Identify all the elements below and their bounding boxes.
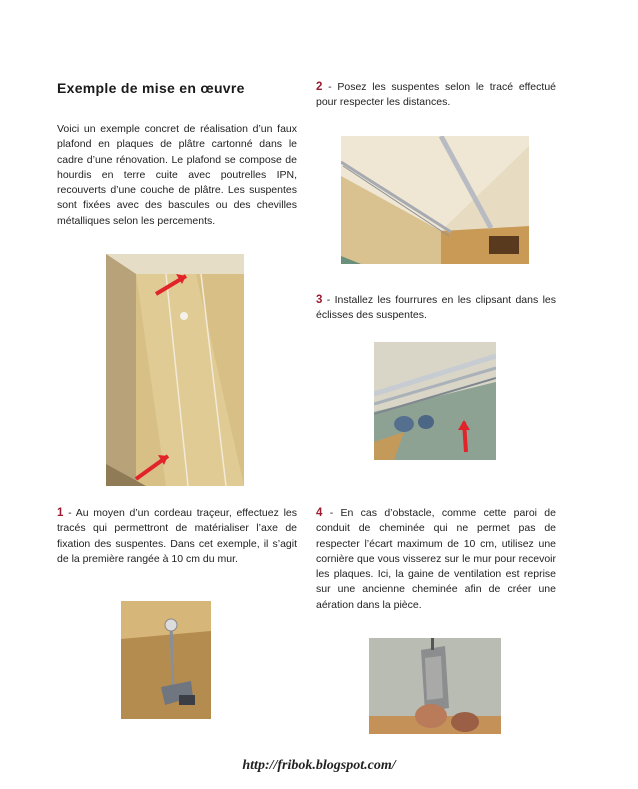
step-4 <box>316 506 556 613</box>
step-4-number: 4 <box>316 507 323 519</box>
step-4-text: - En cas d’obstacle, comme cette paroi de conduit de cheminée qui ne permet pas de respecter l’écart maximum de 10 cm, utilisez une cornière que vous visserez sur le mur pour recevoir les plaques. Ici, la gaine de ventilation est reprise sur une ancienne cheminée afin de créer une aération dans la pièce. <box>316 507 556 611</box>
step-3-photo <box>374 342 496 460</box>
step-2-number: 2 <box>316 81 323 93</box>
step-1 <box>57 506 297 567</box>
step-1-text: - Au moyen d’un cordeau traçeur, effectuez les tracés qui permettront de matérialiser l’axe de fixation des suspentes. Dans cet exemple, il s’agit de la première rangée à 10 cm du mur. <box>57 507 297 565</box>
step-1-photo <box>121 601 211 719</box>
step-3 <box>316 293 556 324</box>
step-3-text: - Installez les fourrures en les clipsant dans les éclisses des suspentes. <box>316 294 556 322</box>
footer-url[interactable]: http://fribok.blogspot.com/ <box>242 758 396 773</box>
step-4-photo <box>369 638 501 734</box>
step-2-photo <box>341 136 529 264</box>
step-2-text: - Posez les suspentes selon le tracé effectué pour respecter les distances. <box>316 81 556 109</box>
step-2 <box>316 80 556 111</box>
page-title: Exemple de mise en œuvre <box>57 80 245 96</box>
step-1-number: 1 <box>57 507 64 519</box>
ceiling-trace-photo <box>106 254 244 486</box>
intro-paragraph: Voici un exemple concret de réalisation d’un faux plafond en plaques de plâtre cartonné dans le cadre d’une rénovation. Le plafond se compose de hourdis en terre cuite avec poutrelles IPN, recouverts d’une couche de plâtre. Les suspentes sont fixées avec des bascules ou des chevilles métalliques selon les percements. <box>57 123 297 227</box>
step-3-number: 3 <box>316 294 323 306</box>
